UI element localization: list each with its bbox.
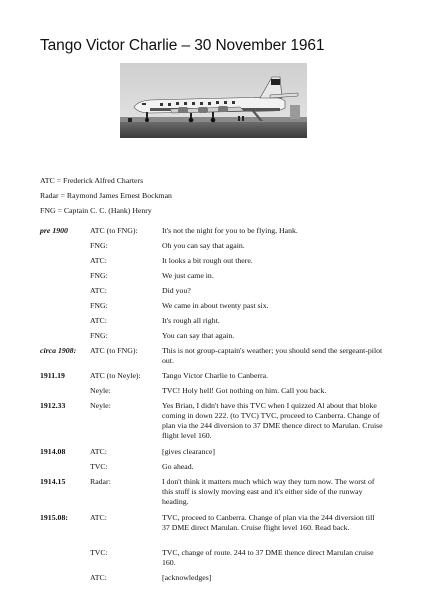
utterance: You can say that again. [162,331,235,340]
speaker: TVC: [90,548,108,557]
speaker: ATC (to FNG): [90,226,138,235]
utterance: TVC, proceed to Canberra. Change of plan via the 244 diversion till 37 DME direct Marulan. Cruise flight level 160. Read back. [162,513,375,532]
timestamp: 1911.19 [40,371,65,380]
speaker: ATC: [90,256,107,265]
speaker: ATC: [90,316,107,325]
speaker: ATC: [90,447,107,456]
legend-radar: Radar = Raymond James Ernest Bockman [40,191,172,200]
utterance: We came in about twenty past six. [162,301,269,310]
utterance: Oh you can say that again. [162,241,245,250]
speaker: Neyle: [90,386,111,395]
legend-fng: FNG = Captain C. C. (Hank) Henry [40,206,152,215]
utterance: TVC! Holy hell! Got nothing on him. Call you back. [162,386,327,395]
timestamp: pre 1900 [40,226,68,235]
timestamp: 1914.15 [40,477,66,486]
utterance: Yes Brian, I didn't have this TVC when I quizzed Al about that bloke coming in down 222. (to TVC) TVC, proceed to Canberra. Change of plan via the 244 diversion to 37 DME thence direct to Marulan. Cruise flight level 160. [162,401,383,440]
utterance: We just came in. [162,271,214,280]
utterance: TVC, change of route. 244 to 37 DME thence direct Marulan cruise 160. [162,548,374,567]
utterance: [gives clearance] [162,447,216,456]
utterance: It's not the night for you to be flying, Hank. [162,226,298,235]
page-title: Tango Victor Charlie – 30 November 1961 [40,37,325,54]
timestamp: circa 1908: [40,346,77,355]
speaker: FNG: [90,331,108,340]
speaker: FNG: [90,301,108,310]
utterance: I don't think it matters much which way they turn now. The worst of this stuff is slowly moving east and it's either side of the runway heading. [162,477,375,506]
utterance: [acknowledges] [162,573,212,582]
utterance: Did you? [162,286,191,295]
speaker: FNG: [90,241,108,250]
speaker: FNG: [90,271,108,280]
timestamp: 1914.08 [40,447,66,456]
timestamp: 1912.33 [40,401,66,410]
speaker: Neyle: [90,401,111,410]
legend-atc: ATC = Frederick Alfred Charters [40,176,144,185]
aircraft-photo [120,63,307,138]
utterance: It looks a bit rough out there. [162,256,253,265]
utterance: This is not group-captain's weather; you should send the sergeant-pilot out. [162,346,383,365]
speaker: ATC: [90,513,107,522]
speaker: Radar: [90,477,111,486]
speaker: ATC: [90,573,107,582]
utterance: Tango Victor Charlie to Canberra. [162,371,269,380]
utterance: Go ahead. [162,462,194,471]
speaker: ATC (to FNG): [90,346,138,355]
speaker: ATC (to Neyle): [90,371,141,380]
speaker: TVC: [90,462,108,471]
utterance: It's rough all right. [162,316,220,325]
speaker: ATC: [90,286,107,295]
timestamp: 1915.08: [40,513,68,522]
